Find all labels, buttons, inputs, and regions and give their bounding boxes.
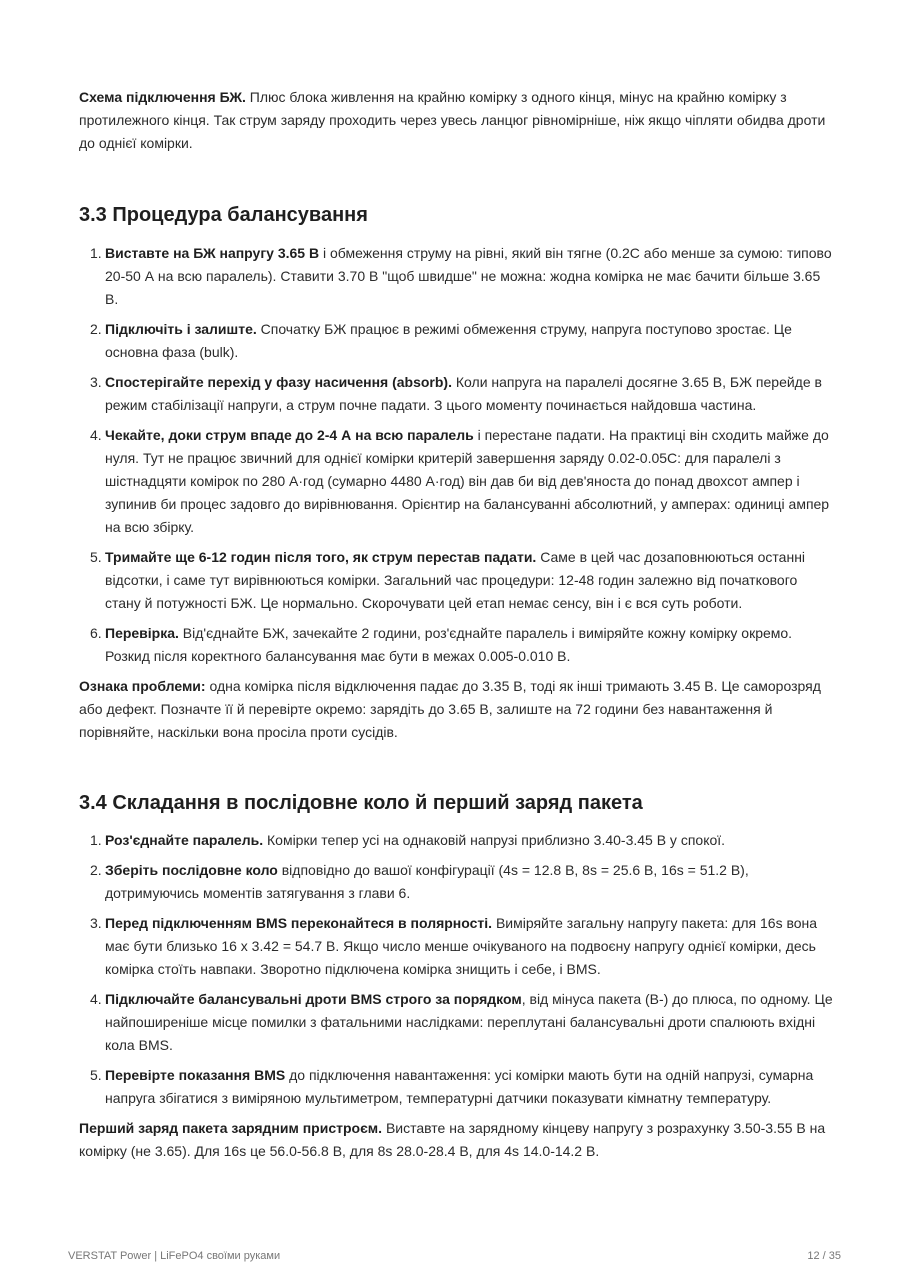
item-bold: Перевірка. xyxy=(105,625,179,641)
list-item xyxy=(79,318,835,364)
item-text: відповідно до вашої конфігурації (4s = 12.8 В, 8s = 25.6 В, 16s = 51.2 В), дотримуючись моментів затягування з глави 6. xyxy=(105,862,749,901)
item-number: 6. xyxy=(90,625,102,641)
footer-title: VERSTAT Power | LiFePO4 своїми руками xyxy=(68,1250,281,1262)
item-text: Від'єднайте БЖ, зачекайте 2 години, роз'єднайте паралель і виміряйте кожну комірку окремо. Розкид після коректного балансування має бути в межах 0.005-0.010 В. xyxy=(105,625,793,664)
item-text: Коли напруга на паралелі досягне 3.65 В, БЖ перейде в режим стабілізації напруги, а струм почне падати. З цього моменту починається найдовша частина. xyxy=(105,374,822,413)
item-number: 2. xyxy=(90,321,102,337)
item-number: 4. xyxy=(90,991,102,1007)
item-text: і обмеження струму на рівні, який він тягне (0.2C або менше за сумою: типово 20-50 А на всю паралель). Ставити 3.70 В "щоб швидше" не можна: жодна комірка не має бачити більше 3.65 В. xyxy=(105,245,832,307)
list-item xyxy=(79,829,835,852)
item-bold: Спостерігайте перехід у фазу насичення (absorb). xyxy=(105,374,452,390)
list-item xyxy=(79,371,835,417)
item-bold: Тримайте ще 6-12 годин після того, як струм перестав падати. xyxy=(105,549,537,565)
item-number: 5. xyxy=(90,1067,102,1083)
problem-note xyxy=(79,675,835,744)
item-bold: Підключайте балансувальні дроти BMS строго за порядком xyxy=(105,991,522,1007)
list-item xyxy=(79,1064,835,1110)
list-item xyxy=(79,859,835,905)
intro-paragraph xyxy=(79,86,835,155)
item-bold: Перевірте показання BMS xyxy=(105,1067,286,1083)
list-item xyxy=(79,912,835,981)
intro-bold: Схема підключення БЖ. xyxy=(79,89,246,105)
intro-text: Плюс блока живлення на крайню комірку з одного кінця, мінус на крайню комірку з протилежного кінця. Так струм заряду проходить через увесь ланцюг рівномірніше, ніж якщо чіпляти обидва дроти до однієї комірки. xyxy=(79,89,826,151)
list-item xyxy=(79,424,835,539)
first-charge-note xyxy=(79,1117,835,1163)
note-bold: Ознака проблеми: xyxy=(79,678,206,694)
item-number: 3. xyxy=(90,915,102,931)
item-text: Виміряйте загальну напругу пакета: для 16s вона має бути близько 16 x 3.42 = 54.7 В. Якщо число менше очікуваного на подвоєну напругу однієї комірки, десь комірка стоїть навпаки. Зворотно підключена комірка знищить і себе, і BMS. xyxy=(105,915,818,977)
balancing-steps-list xyxy=(79,242,835,668)
list-item xyxy=(79,546,835,615)
note-bold: Перший заряд пакета зарядним пристроєм. xyxy=(79,1120,383,1136)
item-bold: Роз'єднайте паралель. xyxy=(105,832,264,848)
assembly-steps-list xyxy=(79,829,835,1110)
item-text: Саме в цей час дозаповнюються останні відсотки, і саме тут вирівнюються комірки. Загальний час процедури: 12-48 годин залежно від початкового стану й потужності БЖ. Це нормально. Скорочувати цей етап немає сенсу, він і є вся суть роботи. xyxy=(105,549,806,611)
item-text: і перестане падати. На практиці він сходить майже до нуля. Тут не працює звичний для однієї комірки критерій завершення заряду 0.02-0.05C: для паралелі з шістнадцяти комірок по 280 А·год (сумарно 4480 А·год) він дав би від дев'яноста до понад двохсот ампер і зупинив би процес задовго до вирівнювання. Орієнтир на балансуванні абсолютний, у амперах: одиниці ампер на всю збірку. xyxy=(105,427,830,535)
list-item xyxy=(79,988,835,1057)
note-text: одна комірка після відключення падає до 3.35 В, тоді як інші тримають 3.45 В. Це саморозряд або дефект. Позначте її й перевірте окремо: зарядіть до 3.65 В, залиште на 72 години без навантаження й порівняйте, наскільки вона просіла проти сусідів. xyxy=(79,678,821,740)
item-bold: Чекайте, доки струм впаде до 2-4 А на всю паралель xyxy=(105,427,474,443)
item-bold: Підключіть і залиште. xyxy=(105,321,257,337)
note-text: Виставте на зарядному кінцеву напругу з розрахунку 3.50-3.55 В на комірку (не 3.65). Для 16s це 56.0-56.8 В, для 8s 28.0-28.4 В, для 4s 14.0-14.2 В. xyxy=(79,1120,826,1159)
item-bold: Зберіть послідовне коло xyxy=(105,862,278,878)
item-number: 3. xyxy=(90,374,102,390)
item-number: 2. xyxy=(90,862,102,878)
item-text: , від мінуса пакета (B-) до плюса, по одному. Це найпоширеніше місце помилки з фатальними наслідками: переплутані балансувальні дроти спалюють вхідні кола BMS. xyxy=(105,991,833,1053)
section-3-4-heading: 3.4 Складання в послідовне коло й перший заряд пакета xyxy=(79,792,643,814)
page-footer xyxy=(68,1250,841,1266)
item-number: 4. xyxy=(90,427,102,443)
item-number: 1. xyxy=(90,832,102,848)
item-text: Спочатку БЖ працює в режимі обмеження струму, напруга поступово зростає. Це основна фаза (bulk). xyxy=(105,321,792,360)
section-3-3-heading: 3.3 Процедура балансування xyxy=(79,204,368,226)
list-item xyxy=(79,242,835,311)
item-number: 5. xyxy=(90,549,102,565)
item-number: 1. xyxy=(90,245,102,261)
list-item xyxy=(79,622,835,668)
page-content xyxy=(79,86,835,1163)
page-number: 12 / 35 xyxy=(807,1250,841,1262)
item-bold: Перед підключенням BMS переконайтеся в полярності. xyxy=(105,915,493,931)
item-text: до підключення навантаження: усі комірки мають бути на одній напрузі, сумарна напруга збігатися з виміряною мультиметром, температурні датчики показувати кімнатну температуру. xyxy=(105,1067,814,1106)
item-text: Комірки тепер усі на однаковій напрузі приблизно 3.40-3.45 В у спокої. xyxy=(263,832,726,848)
item-bold: Виставте на БЖ напругу 3.65 В xyxy=(105,245,320,261)
